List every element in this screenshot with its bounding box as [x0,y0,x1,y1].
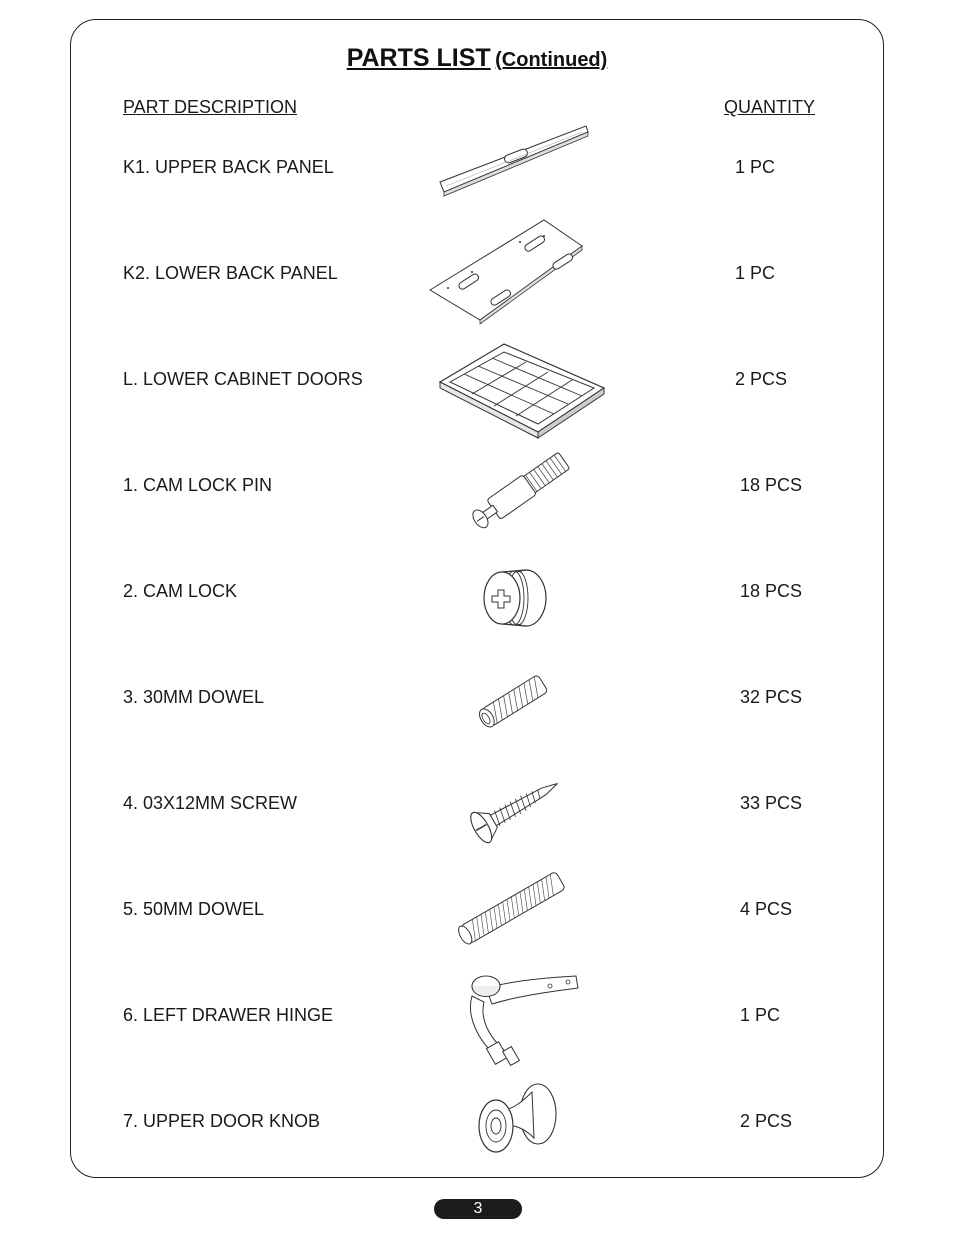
cabinet-door-icon [438,340,608,440]
part-quantity: 32 PCS [740,687,803,707]
part-quantity: 4 PCS [740,899,793,919]
cam-lock-icon [480,566,550,632]
header-part-description: PART DESCRIPTION [123,97,298,117]
page-number-badge: 3 [434,1199,522,1219]
cam-lock-pin-icon [460,448,584,534]
part-quantity: 1 PC [735,157,776,177]
header-quantity: QUANTITY [724,97,816,117]
door-knob-icon [472,1080,564,1160]
part-label: L. LOWER CABINET DOORS [123,369,363,389]
short-dowel-icon [466,666,562,736]
part-label: 1. CAM LOCK PIN [123,475,273,495]
part-label: 2. CAM LOCK [123,581,238,601]
part-label: 4. 03X12MM SCREW [123,793,298,813]
part-quantity: 18 PCS [740,581,803,601]
lower-back-panel-icon [428,216,588,326]
part-label: 3. 30MM DOWEL [123,687,265,707]
part-quantity: 18 PCS [740,475,803,495]
drawer-hinge-icon [458,966,584,1070]
part-quantity: 2 PCS [735,369,788,389]
part-quantity: 1 PC [735,263,776,283]
long-dowel-icon [448,862,576,954]
upper-back-panel-icon [436,122,592,214]
part-label: 5. 50MM DOWEL [123,899,265,919]
part-label: K1. UPPER BACK PANEL [123,157,334,177]
part-quantity: 2 PCS [740,1111,793,1131]
screw-icon [460,770,570,846]
part-label: 6. LEFT DRAWER HINGE [123,1005,334,1025]
part-quantity: 1 PC [740,1005,781,1025]
part-quantity: 33 PCS [740,793,803,813]
page-title [0,44,954,73]
title-main: PARTS LIST [346,44,491,72]
title-sub: (Continued) [495,49,608,71]
part-label: 7. UPPER DOOR KNOB [123,1111,321,1131]
part-label: K2. LOWER BACK PANEL [123,263,338,283]
